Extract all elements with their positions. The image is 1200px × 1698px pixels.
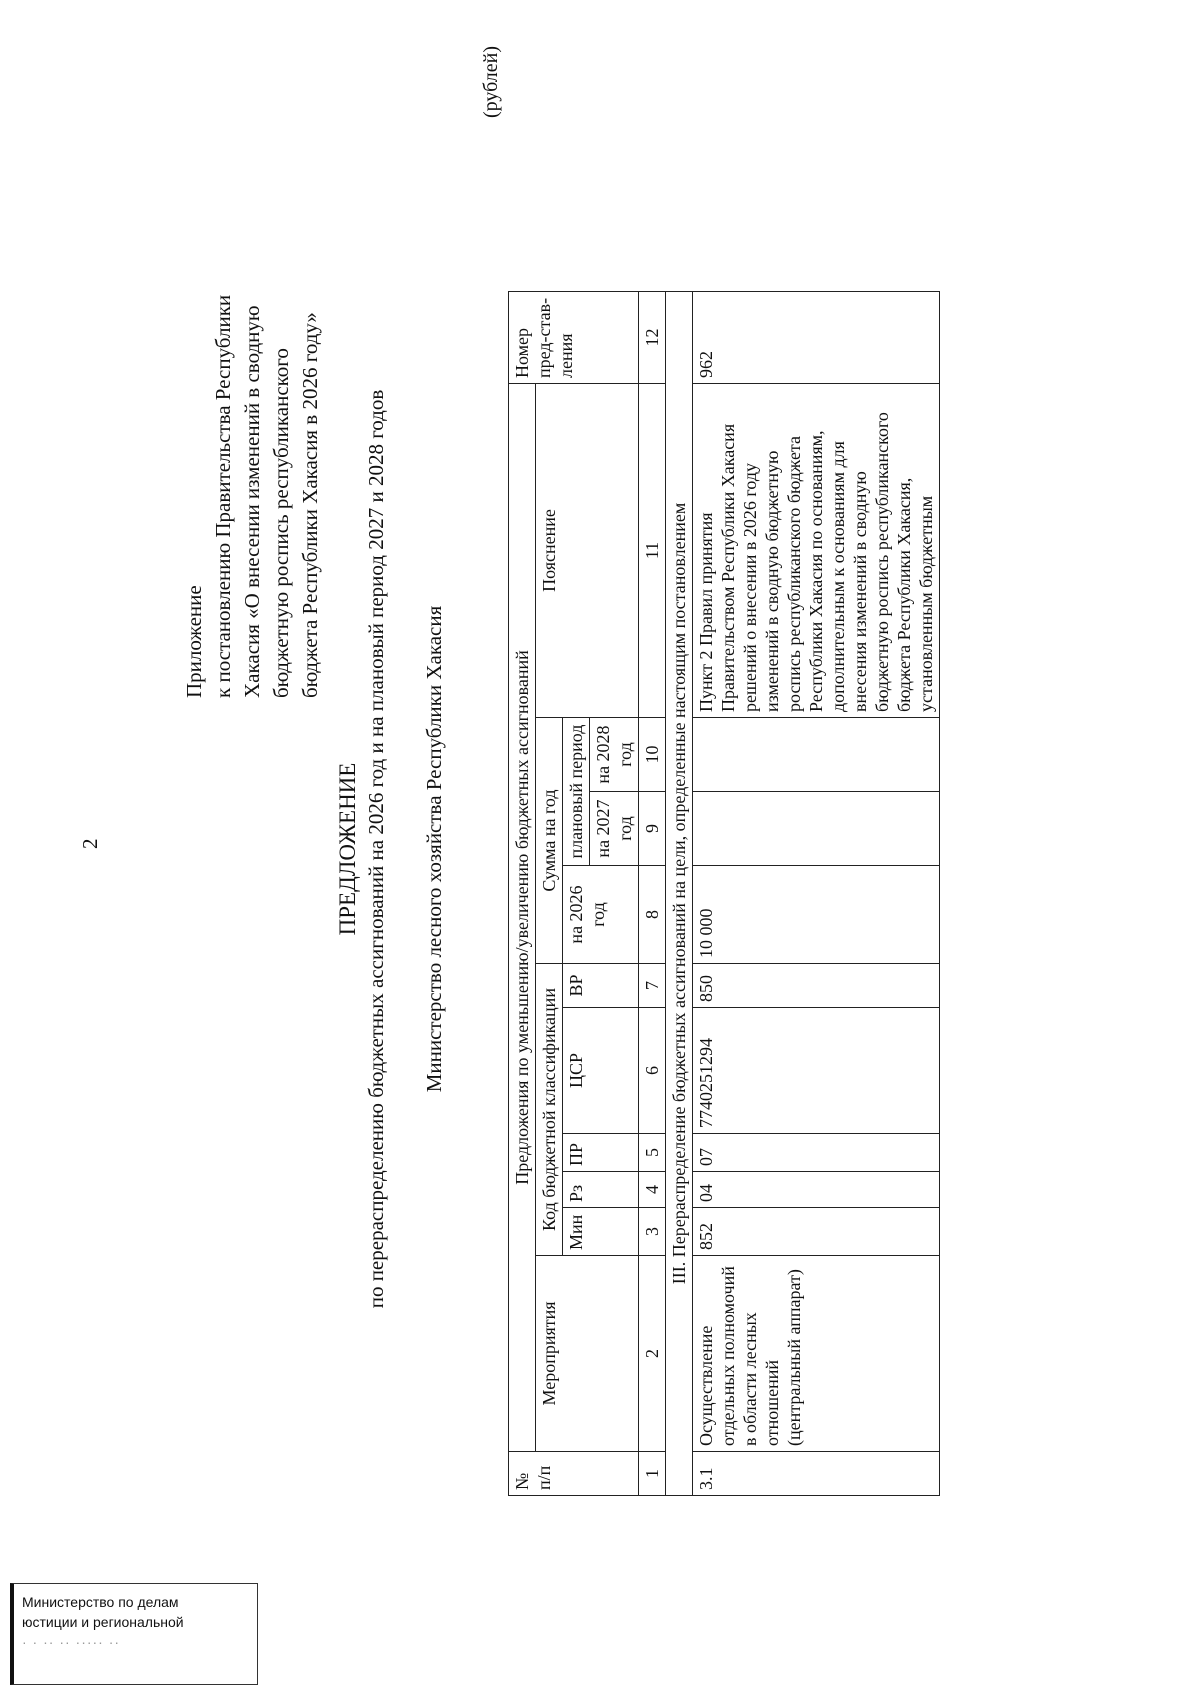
document-subtitle: по перераспределению бюджетных ассигнований на 2026 год и на плановый период 2027 и 2028 годов — [364, 389, 388, 1309]
row-min: 852 — [693, 1208, 940, 1256]
appendix-line: Хакасия «О внесении изменений в сводную — [240, 305, 264, 698]
header-budget-code: Код бюджетной классификации — [536, 964, 563, 1256]
document-title: ПРЕДЛОЖЕНИЕ — [335, 762, 360, 936]
index-cell: 2 — [639, 1256, 666, 1452]
section-title: III. Перераспределение бюджетных ассигнований на цели, определенные настоящим постановлением — [666, 292, 693, 1496]
header-year-2027: на 2027 год — [590, 792, 639, 866]
row-explanation: Пункт 2 Правил принятия Правительством Республики Хакасия решений о внесении в 2026 году изменений в сводную бюджетную роспись республиканского бюджета Республики Хакасия по основаниям, дополнительным к основаниям для внесения изменений в сводную бюджетную роспись республиканского бюджета Республики Хакасия, установленным бюджетным — [693, 384, 940, 718]
row-pr: 07 — [693, 1134, 940, 1172]
stamp-line: Министерство по делам — [22, 1594, 179, 1610]
header-year-2026: на 2026 год — [563, 866, 639, 964]
row-num: 3.1 — [693, 1452, 940, 1496]
header-planned-period: плановый период — [563, 718, 590, 866]
index-cell: 7 — [639, 964, 666, 1008]
index-cell: 11 — [639, 384, 666, 718]
appendix-line: бюджета Республики Хакасия в 2026 году» — [298, 312, 322, 698]
header-representation-no: Номер пред-став-ления — [509, 292, 639, 384]
appendix-line: Приложение — [182, 585, 206, 698]
row-year-2026: 10 000 — [693, 866, 940, 964]
header-min: Мин — [563, 1208, 639, 1256]
row-year-2027 — [693, 792, 940, 866]
header-activity: Мероприятия — [536, 1256, 639, 1452]
header-sum-per-year: Сумма на год — [536, 718, 563, 964]
appendix-block — [180, 18, 325, 698]
index-cell: 10 — [639, 718, 666, 792]
stamp-faded-line: · · ·· ·· ····· ·· — [22, 1634, 121, 1650]
header-year-2028: на 2028 год — [590, 718, 639, 792]
appendix-line: бюджетную роспись республиканского — [269, 348, 293, 698]
appendix-line: к постановлению Правительства Республики — [211, 294, 235, 698]
index-cell: 12 — [639, 292, 666, 384]
index-cell: 3 — [639, 1208, 666, 1256]
ministry-name: Министерство лесного хозяйства Республики Хакасия — [422, 605, 446, 1093]
row-csr: 7740251294 — [693, 1008, 940, 1134]
row-activity: Осуществление отдельных полномочий в области лесных отношений (центральный аппарат) — [693, 1256, 940, 1452]
row-representation-no: 962 — [693, 292, 940, 384]
header-rz: Рз — [563, 1172, 639, 1208]
row-vr: 850 — [693, 964, 940, 1008]
header-num: № п/п — [509, 1452, 639, 1496]
row-rz: 04 — [693, 1172, 940, 1208]
header-explanation: Пояснение — [536, 384, 639, 718]
index-cell: 9 — [639, 792, 666, 866]
header-pr: ПР — [563, 1134, 639, 1172]
index-cell: 8 — [639, 866, 666, 964]
index-cell: 1 — [639, 1452, 666, 1496]
page-number: 2 — [78, 838, 102, 849]
stamp-line: юстиции и региональной — [22, 1614, 184, 1630]
row-year-2028 — [693, 718, 940, 792]
registration-stamp — [10, 1583, 258, 1685]
header-vr: ВР — [563, 964, 639, 1008]
header-csr: ЦСР — [563, 1008, 639, 1134]
header-proposals: Предложения по уменьшению/увеличению бюджетных ассигнований — [509, 384, 536, 1452]
index-cell: 4 — [639, 1172, 666, 1208]
index-cell: 6 — [639, 1008, 666, 1134]
index-cell: 5 — [639, 1134, 666, 1172]
units-label: (рублей) — [480, 45, 502, 118]
budget-table — [508, 291, 940, 1496]
table-row — [693, 292, 940, 1496]
